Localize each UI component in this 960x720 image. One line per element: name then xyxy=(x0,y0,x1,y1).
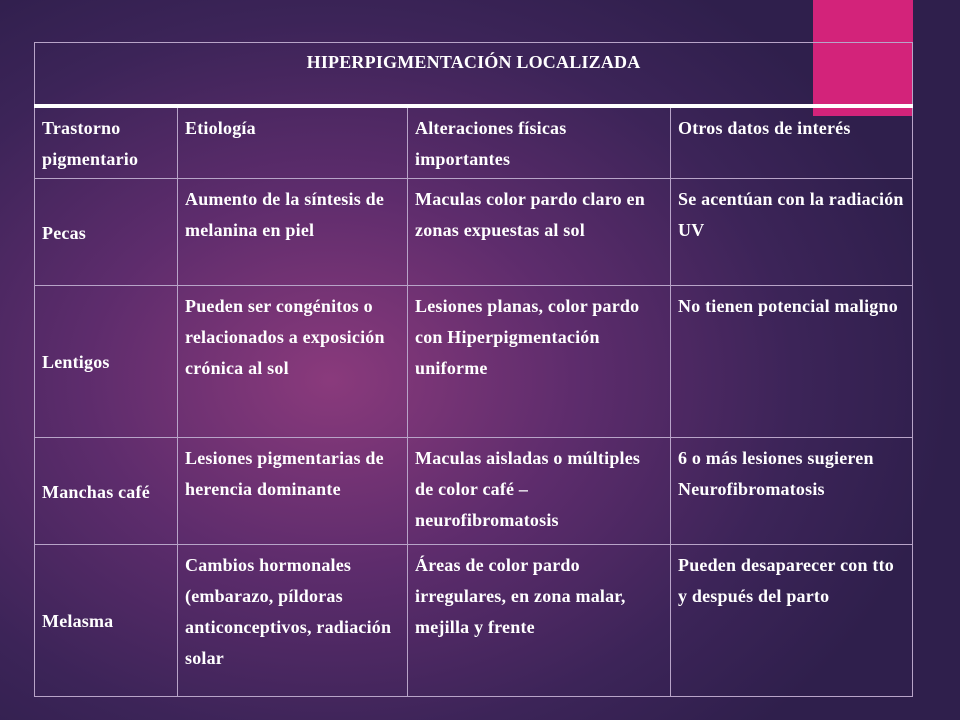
table-row xyxy=(35,286,913,438)
cell-alteraciones: Áreas de color pardo irregulares, en zona malar, mejilla y frente xyxy=(408,545,671,697)
cell-trastorno: Lentigos xyxy=(35,286,178,438)
table-title: HIPERPIGMENTACIÓN LOCALIZADA xyxy=(35,43,913,107)
hyperpigmentation-table xyxy=(34,42,913,697)
cell-trastorno: Pecas xyxy=(35,179,178,286)
cell-otros: No tienen potencial maligno xyxy=(671,286,913,438)
header-etiologia: Etiología xyxy=(178,106,408,179)
cell-otros: Se acentúan con la radiación UV xyxy=(671,179,913,286)
header-row xyxy=(35,106,913,179)
header-trastorno: Trastorno pigmentario xyxy=(35,106,178,179)
cell-etiologia: Aumento de la síntesis de melanina en piel xyxy=(178,179,408,286)
title-row xyxy=(35,43,913,107)
cell-trastorno: Melasma xyxy=(35,545,178,697)
header-alteraciones: Alteraciones físicas importantes xyxy=(408,106,671,179)
cell-etiologia: Cambios hormonales (embarazo, píldoras anticonceptivos, radiación solar xyxy=(178,545,408,697)
cell-trastorno: Manchas café xyxy=(35,438,178,545)
cell-alteraciones: Maculas aisladas o múltiples de color café – neurofibromatosis xyxy=(408,438,671,545)
header-otros: Otros datos de interés xyxy=(671,106,913,179)
cell-etiologia: Lesiones pigmentarias de herencia dominante xyxy=(178,438,408,545)
table-row xyxy=(35,545,913,697)
cell-etiologia: Pueden ser congénitos o relacionados a exposición crónica al sol xyxy=(178,286,408,438)
cell-otros: 6 o más lesiones sugieren Neurofibromatosis xyxy=(671,438,913,545)
table-row xyxy=(35,179,913,286)
cell-otros: Pueden desaparecer con tto y después del parto xyxy=(671,545,913,697)
table-row xyxy=(35,438,913,545)
cell-alteraciones: Maculas color pardo claro en zonas expuestas al sol xyxy=(408,179,671,286)
cell-alteraciones: Lesiones planas, color pardo con Hiperpigmentación uniforme xyxy=(408,286,671,438)
